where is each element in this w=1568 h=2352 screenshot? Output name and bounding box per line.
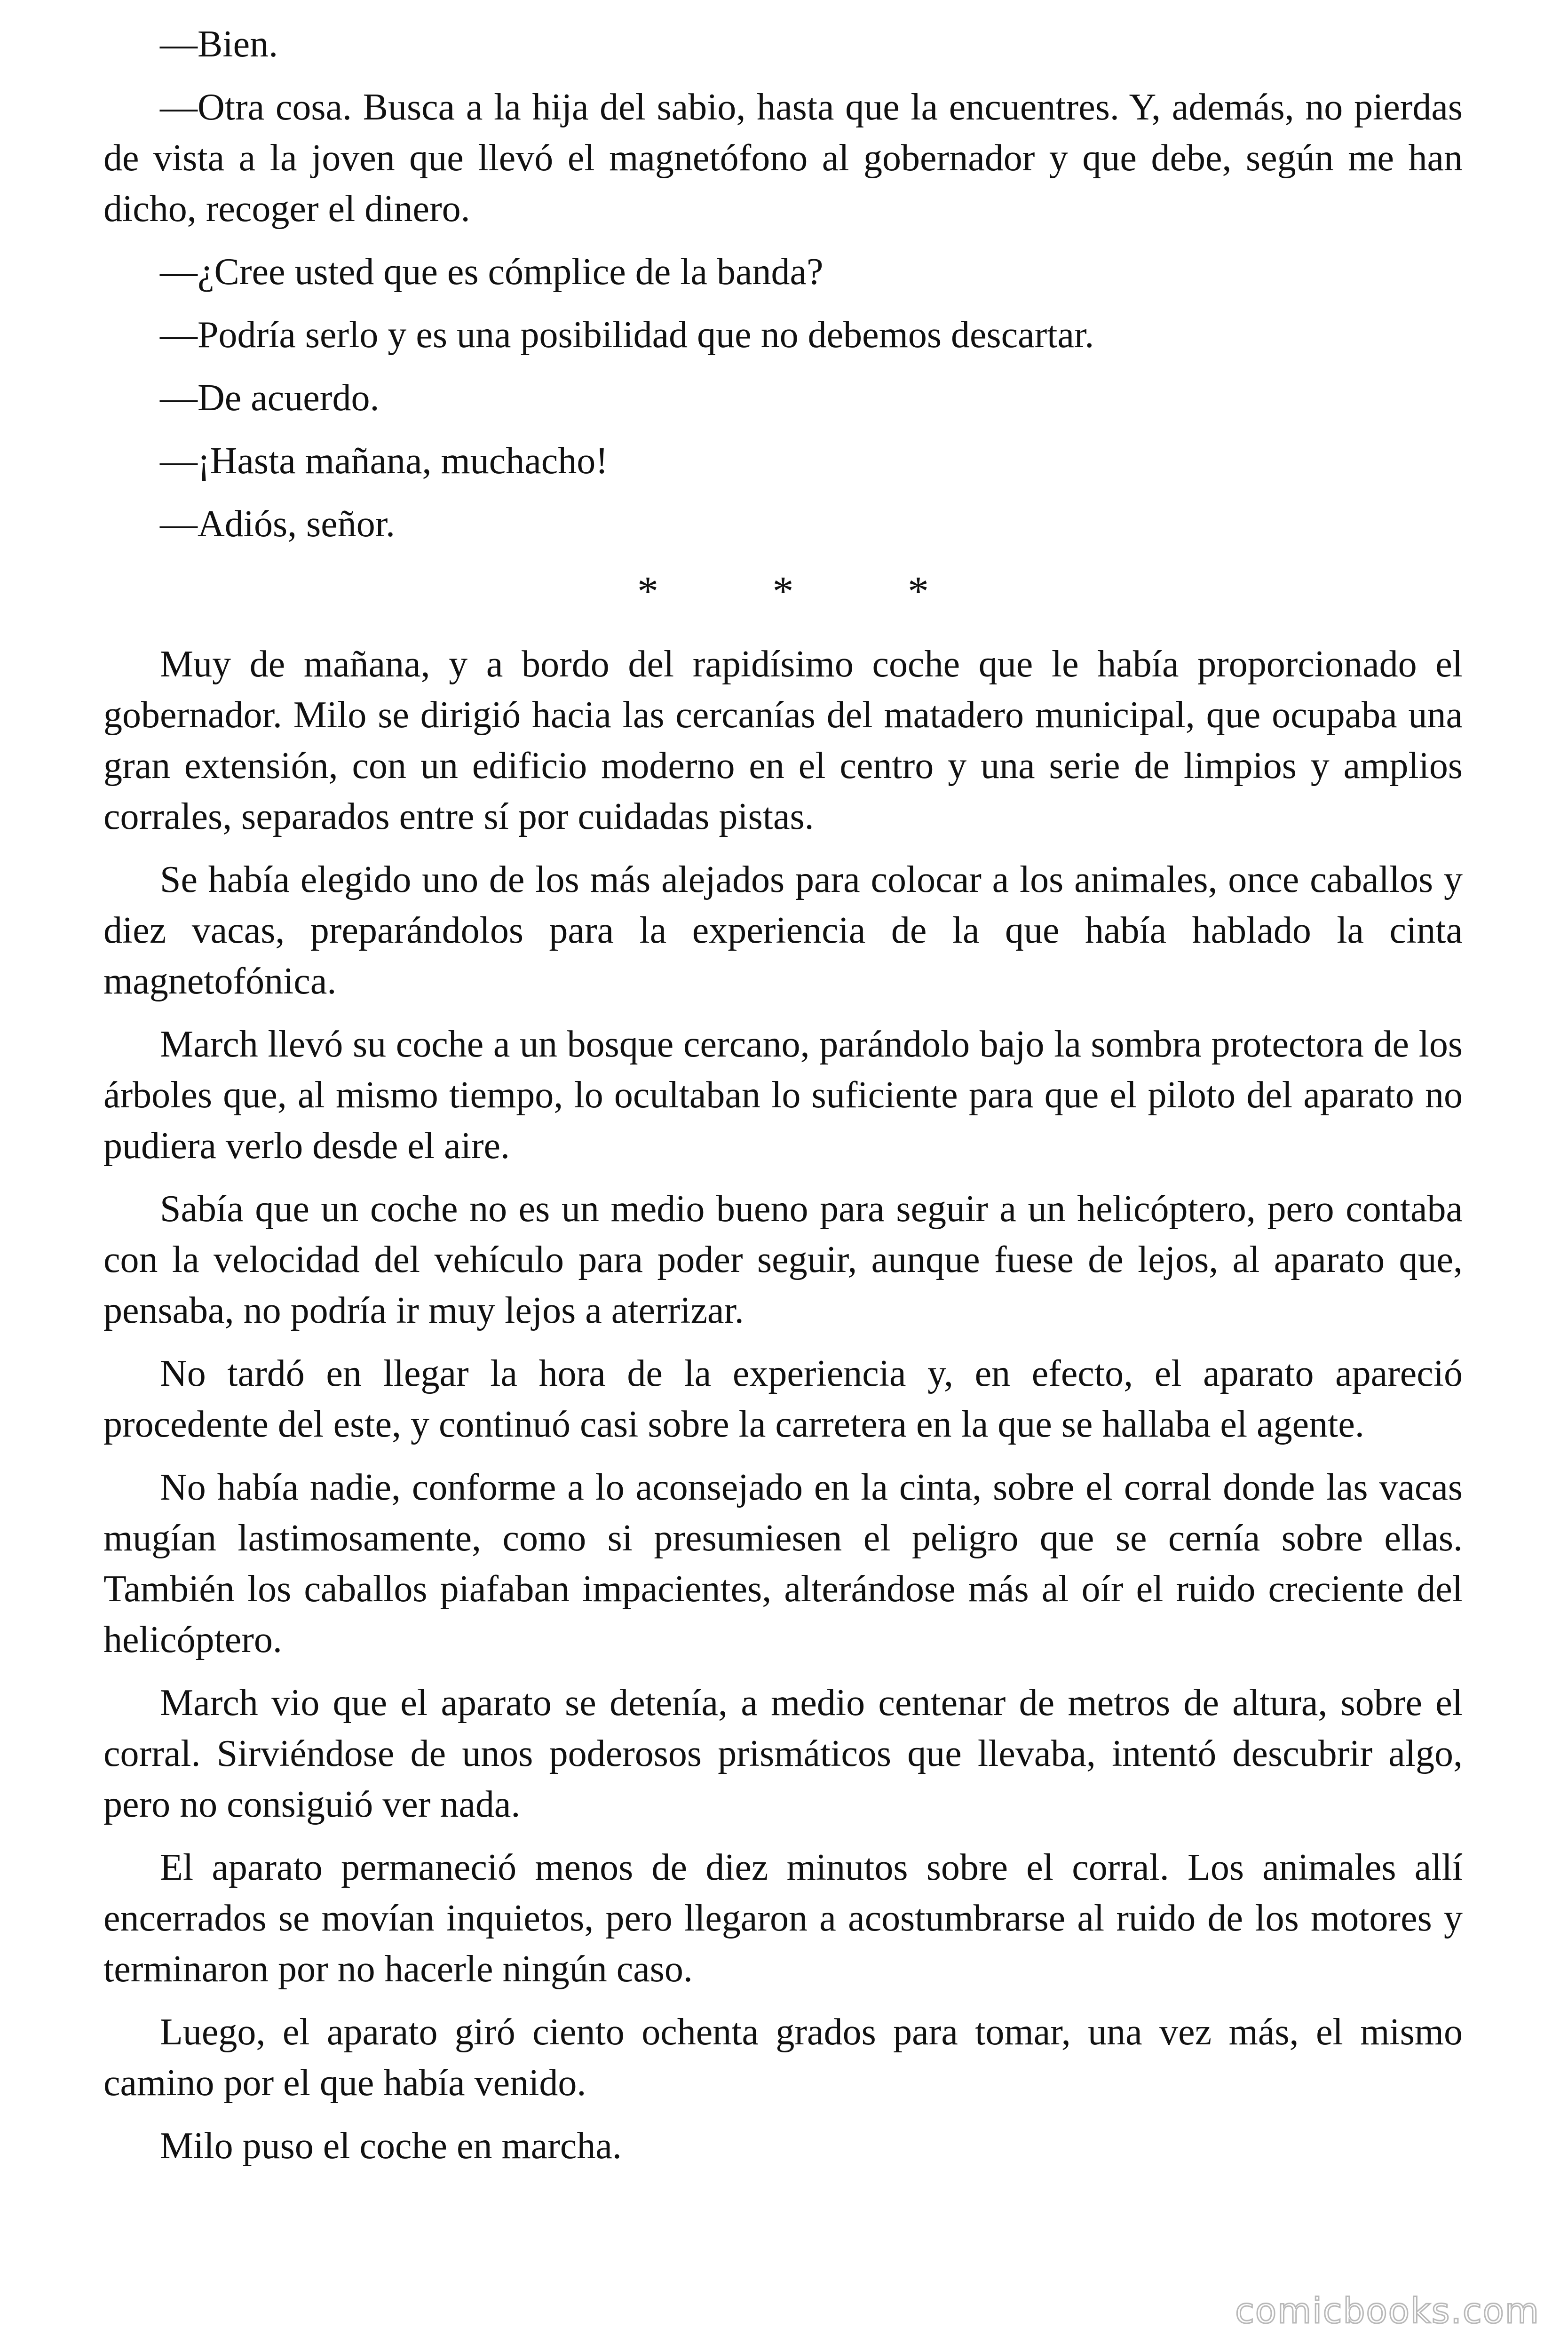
dialogue-line: —De acuerdo. — [160, 377, 380, 419]
body-paragraph: No había nadie, conforme a lo aconsejado en la cinta, sobre el corral donde las vacas mugían lastimosamente, como si presumiesen el peligro que se cernía sobre ellas. También los caballos piafaban impacientes, alterándose más al oír el ruido creciente del helicóptero. — [103, 1467, 1463, 1661]
body-paragraph: March llevó su coche a un bosque cercano, parándolo bajo la sombra protectora de los árboles que, al mismo tiempo, lo ocultaban lo suficiente para que el piloto del aparato no pudiera verlo desde el aire. — [103, 1024, 1463, 1167]
body-paragraph: Luego, el aparato giró ciento ochenta grados para tomar, una vez más, el mismo camino por el que había venido. — [103, 2011, 1463, 2104]
dialogue-line: —Otra cosa. Busca a la hija del sabio, hasta que la encuentres. Y, además, no pierdas de vista a la joven que llevó el magnetófono al gobernador y que debe, según me han dicho, recoger el dinero. — [103, 87, 1463, 230]
body-paragraph: El aparato permaneció menos de diez minutos sobre el corral. Los animales allí encerrados se movían inquietos, pero llegaron a acostumbrarse al ruido de los motores y terminaron por no hacerle ningún caso. — [103, 1847, 1463, 1990]
dialogue-line: —Adiós, señor. — [160, 503, 395, 545]
dialogue-line: —Podría serlo y es una posibilidad que no debemos descartar. — [160, 314, 1094, 356]
dialogue-line: —¿Cree usted que es cómplice de la banda? — [160, 251, 824, 293]
dialogue-line: —¡Hasta mañana, muchacho! — [160, 440, 608, 482]
section-separator: * * * — [637, 568, 981, 615]
body-paragraph: Muy de mañana, y a bordo del rapidísimo coche que le había proporcionado el gobernador. Milo se dirigió hacia las cercanías del matadero municipal, que ocupaba una gran extensión, con un edificio moderno en el centro y una serie de limpios y amplios corrales, separados entre sí por cuidadas pistas. — [103, 644, 1463, 837]
body-paragraph: Milo puso el coche en marcha. — [160, 2125, 622, 2167]
document-page — [103, 19, 1463, 2184]
body-paragraph: Sabía que un coche no es un medio bueno para seguir a un helicóptero, pero contaba con la velocidad del vehículo para poder seguir, aunque fuese de lejos, al aparato que, pensaba, no podría ir muy lejos a aterrizar. — [103, 1188, 1463, 1331]
body-paragraph: No tardó en llegar la hora de la experiencia y, en efecto, el aparato apareció procedente del este, y continuó casi sobre la carretera en la que se hallaba el agente. — [103, 1353, 1463, 1445]
watermark: comicbooks.com — [1235, 2291, 1540, 2331]
body-paragraph: March vio que el aparato se detenía, a medio centenar de metros de altura, sobre el corral. Sirviéndose de unos poderosos prismáticos que llevaba, intentó descubrir algo, pero no consiguió ver nada. — [103, 1682, 1463, 1825]
dialogue-line: —Bien. — [160, 24, 278, 65]
body-paragraph: Se había elegido uno de los más alejados para colocar a los animales, once caballos y diez vacas, preparándolos para la experiencia de la que había hablado la cinta magnetofónica. — [103, 859, 1463, 1002]
